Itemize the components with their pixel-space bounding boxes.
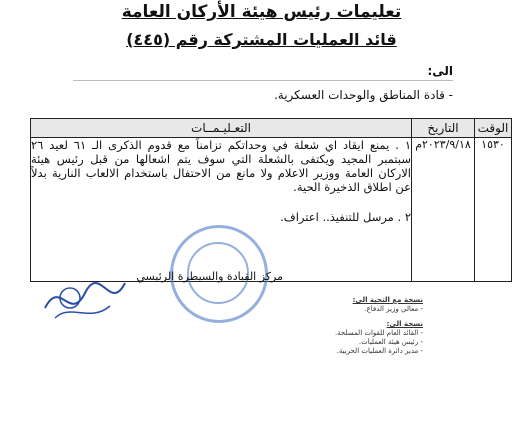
table-header-row: [31, 119, 512, 138]
header-date: التاريخ: [412, 119, 475, 138]
cc-item: - رئيس هيئة العمليات.: [358, 338, 423, 346]
instructions-table: [30, 118, 512, 282]
cc-group-1: [253, 296, 423, 314]
cc-item: - القائد العام للقوات المسلحة.: [334, 329, 423, 337]
sender-name: مركز القيادة والسيطرة الرئيسي: [136, 270, 283, 283]
cc-heading-2: نسخة الى:: [386, 320, 423, 328]
cc-item: - مدير دائرة العمليات الحربية.: [336, 347, 423, 355]
instruction-paragraph-1: ١ . يمنع ايقاد اي شعلة في وحداتكم تزامناً مع قدوم الذكرى الـ ٦١ لعيد ٢٦ سبتمبر المجيد ويكتفى بالشعلة التي سوف يتم اشعالها من قبل رئيس هيئة الاركان العامة ووزير الاعلام ولا مانع من الاحتفال باستخدام الالعاب النارية بدلاً عن اطلاق الذخيرة الحية.: [31, 138, 411, 194]
cell-date: ٢٠٢٣/٩/١٨م: [412, 138, 475, 282]
document-title: تعليمات رئيس هيئة الأركان العامة: [121, 2, 402, 22]
cc-group-2: [253, 320, 423, 356]
instruction-paragraph-2: ٢ . مرسل للتنفيذ.. اعتراف.: [280, 210, 411, 224]
cell-time: ١٥٣٠: [475, 138, 512, 282]
cc-item: - معالي وزير الدفاع.: [364, 305, 423, 313]
recipient-underline: [73, 80, 453, 81]
cc-heading-1: نسخة مع التحية الى:: [352, 296, 423, 304]
table-row: [31, 138, 512, 282]
recipient-item: - قادة المناطق والوحدات العسكرية.: [273, 88, 453, 102]
document-subtitle: قائد العمليات المشتركة رقم (٤٤٥): [126, 30, 397, 49]
recipient-label: الى:: [427, 64, 453, 78]
header-instructions: التعـليـمــات: [31, 119, 412, 138]
header-time: الوقت: [475, 119, 512, 138]
